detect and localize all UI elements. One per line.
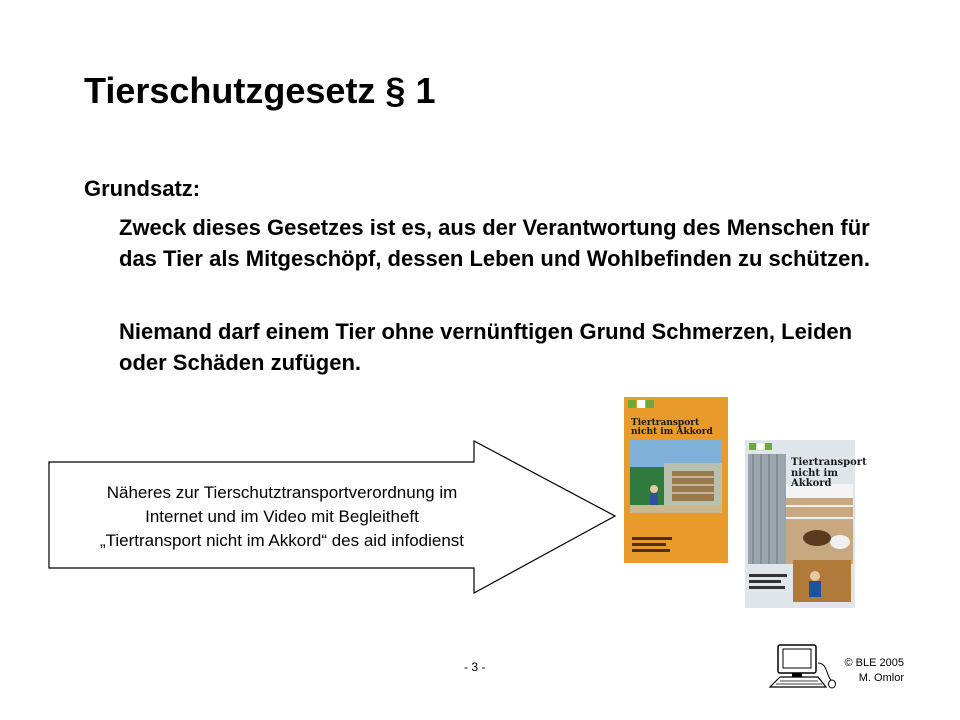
- video-cover-image: [745, 440, 867, 608]
- section-heading: Grundsatz:: [84, 176, 201, 201]
- callout-line: Näheres zur Tierschutztransportverordnung im: [106, 483, 458, 502]
- booklet-cover-title: [631, 419, 713, 438]
- page-number: - 3 -: [464, 660, 486, 674]
- copyright-credit: [836, 656, 904, 686]
- callout-line: Internet und im Video mit Begleitheft: [145, 507, 419, 526]
- slide-title: Tierschutzgesetz § 1: [84, 70, 436, 111]
- author-line: M. Omlor: [858, 672, 904, 684]
- computer-icon: [766, 643, 836, 691]
- copyright-line: © BLE 2005: [844, 657, 904, 669]
- paragraph-purpose: Zweck dieses Gesetzes ist es, aus der Verantwortung des Menschen für das Tier als Mitgeschöpf, dessen Leben und Wohlbefinden zu schützen.: [119, 215, 870, 271]
- cover-title-line: nicht im Akkord: [631, 427, 713, 438]
- cover-title-line: Tiertransport: [631, 418, 700, 428]
- callout-text: [40, 481, 524, 553]
- cover-title-line: nicht im Akkord: [791, 467, 838, 489]
- booklet-cover-image: [624, 397, 728, 563]
- video-cover-title: [791, 458, 867, 490]
- callout-line: „Tiertransport nicht im Akkord“ des aid infodienst: [99, 531, 465, 550]
- cover-title-line: Tiertransport: [791, 457, 867, 468]
- paragraph-principle: Niemand darf einem Tier ohne vernünftigen Grund Schmerzen, Leiden oder Schäden zufügen.: [119, 319, 853, 375]
